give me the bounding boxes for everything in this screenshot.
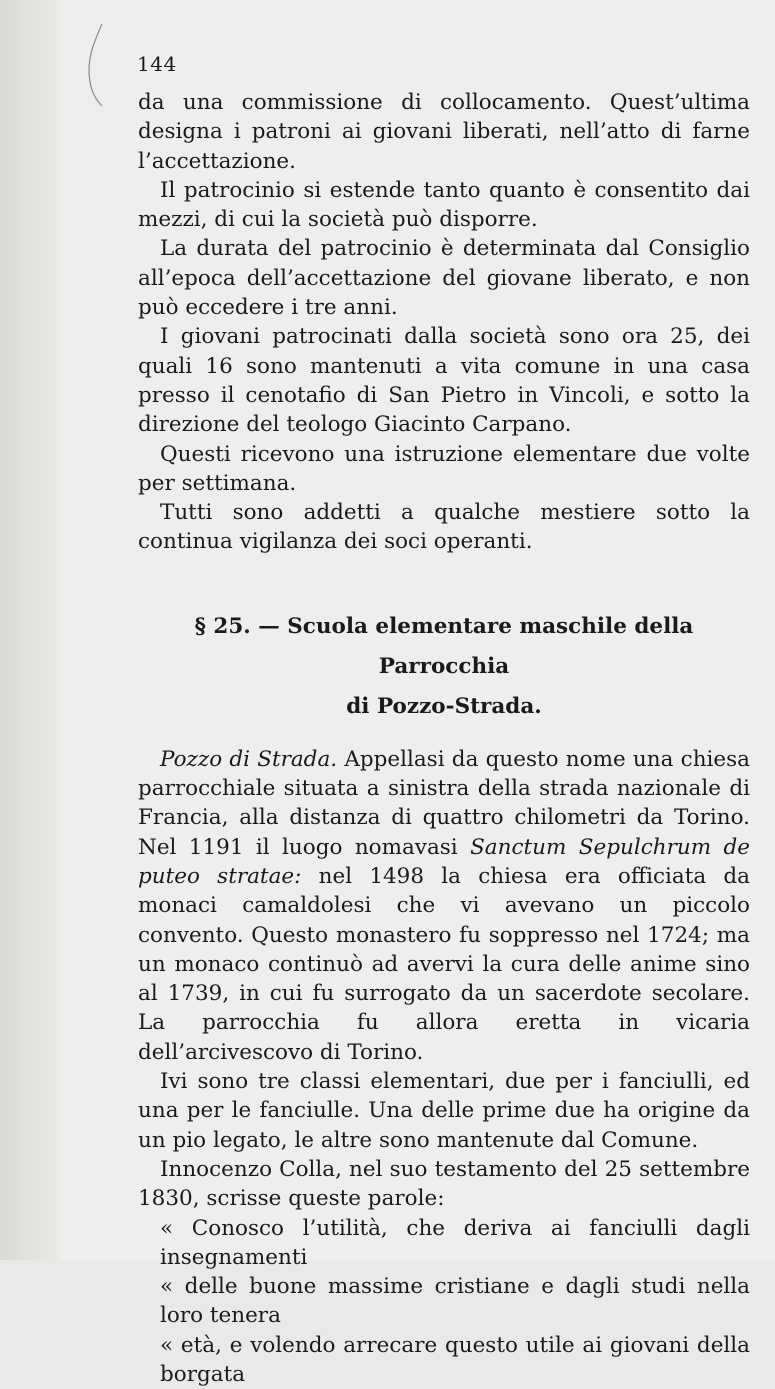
italic-latin-name: Sanctum Sepulchrum de puteo stratae:: [138, 834, 750, 889]
paragraph: La durata del patrocinio è determinata dal Consiglio all’epoca dell’accettazione del giovane liberato, e non può eccedere i tre anni.: [138, 236, 750, 321]
page-gutter-shadow: [0, 0, 60, 1260]
paragraph-text: nel 1498 la chiesa era officiata da monaci camaldolesi che vi avevano un piccolo convento. Questo monastero fu soppresso nel 1724; ma un monaco continuò ad avervi la cura delle anime sino al 1739, in cui fu surrogato da un sacerdote secolare. La parrocchia fu allora eretta in vicaria dell’arcivescovo di Torino.: [138, 863, 750, 1065]
paragraph: [138, 745, 750, 1067]
paragraph: Il patrocinio si estende tanto quanto è consentito dai mezzi, di cui la società può disporre.: [138, 177, 750, 233]
page-number: 144: [137, 52, 177, 76]
paragraph: Tutti sono addetti a qualche mestiere sotto la continua vigilanza dei soci operanti.: [138, 500, 750, 555]
paragraph: Questi ricevono una istruzione elementare due volte per settimana.: [138, 441, 750, 496]
paragraph: I giovani patrocinati dalla società sono ora 25, dei quali 16 sono mantenuti a vita comune in una casa presso il cenotafio di San Pietro in Vincoli, e sotto la direzione del teologo Giacinto Carpano.: [138, 324, 750, 438]
pencil-mark-icon: [80, 20, 110, 110]
section-heading: [138, 607, 750, 727]
quote-line: « delle buone massime cristiane e dagli studi nella loro tenera: [160, 1274, 750, 1329]
paragraph-text: Appellasi da questo nome una chiesa parrocchiale situata a sinistra della strada nazionale di Francia, alla distanza di quattro chilometri da Torino. Nel 1191 il luogo nomavasi: [138, 746, 750, 860]
section-title-line-1: § 25. — Scuola elementare maschile della Parrocchia: [194, 613, 694, 679]
paragraph: da una commissione di collocamento. Quest’ultima designa i patroni ai giovani liberati, nell’atto di farne l’accettazione.: [138, 90, 750, 174]
italic-place-name: Pozzo di Strada.: [160, 746, 338, 772]
section-title-line-2: di Pozzo-Strada.: [346, 693, 542, 719]
paragraph: Ivi sono tre classi elementari, due per i fanciulli, ed una per le fanciulle. Una delle prime due ha origine da un pio legato, le altre sono mantenute dal Comune.: [138, 1069, 750, 1153]
body-text: [138, 88, 750, 1389]
quote-line: « Conosco l’utilità, che deriva ai fanciulli dagli insegnamenti: [160, 1215, 750, 1270]
paragraph: Innocenzo Colla, nel suo testamento del 25 settembre 1830, scrisse queste parole:: [138, 1156, 750, 1212]
quote-line: « età, e volendo arrecare questo utile ai giovani della borgata: [160, 1332, 750, 1387]
